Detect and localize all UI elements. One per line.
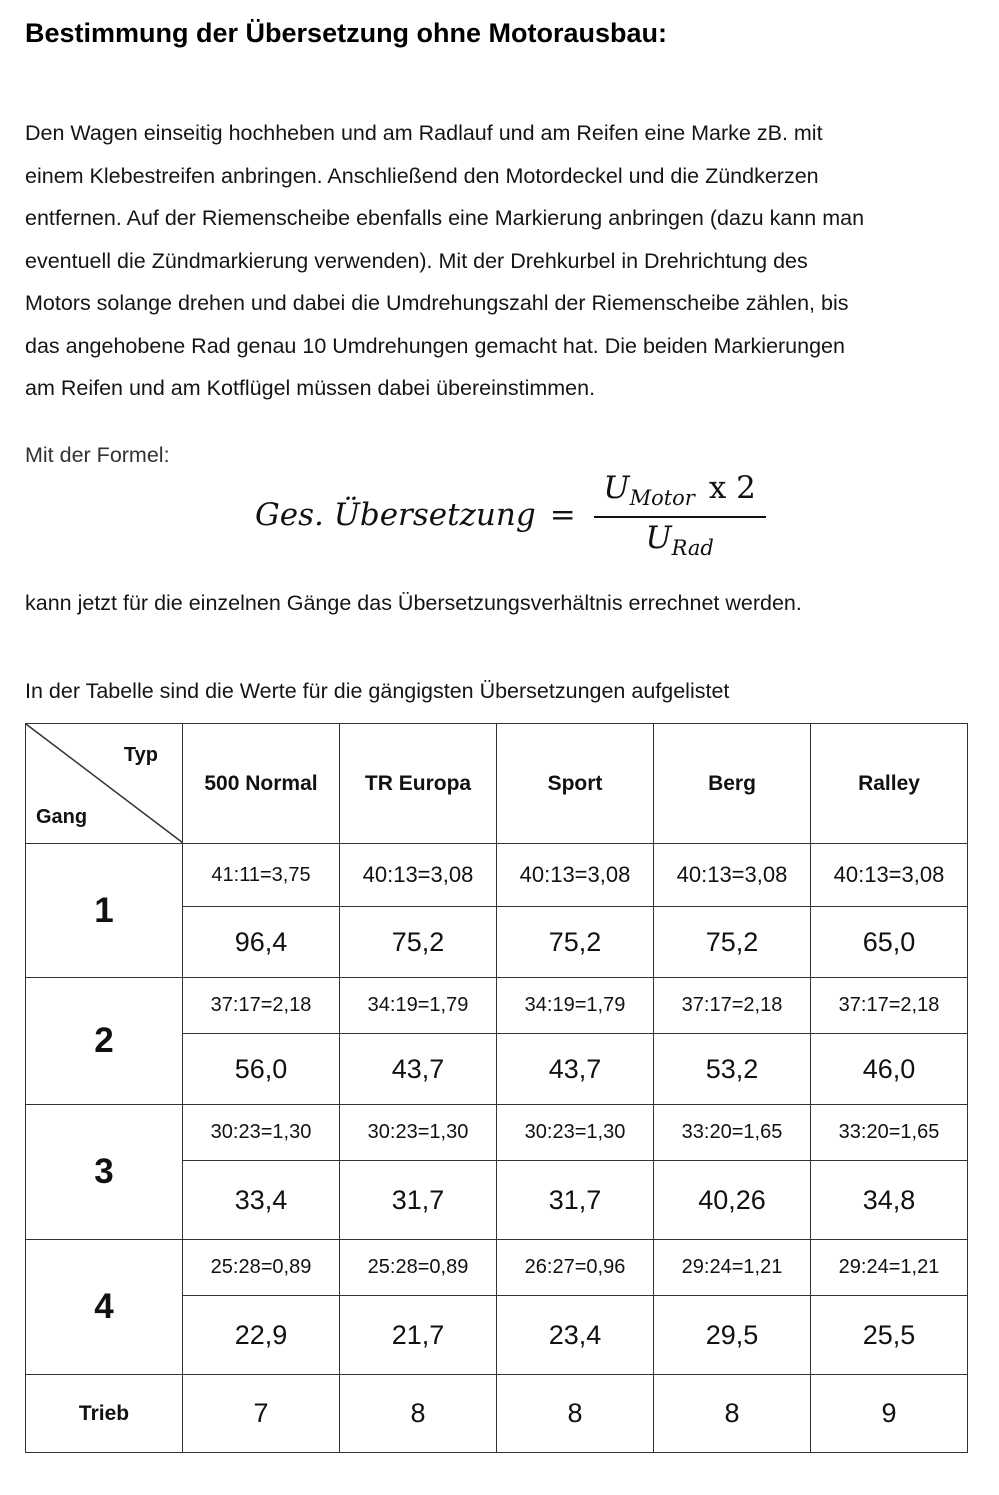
- speed-cell: 75,2: [340, 907, 497, 978]
- ratio-cell: 40:13=3,08: [340, 844, 497, 907]
- paragraph-line: das angehobene Rad genau 10 Umdrehungen gemacht hat. Die beiden Markierungen: [25, 333, 845, 358]
- formula: [255, 470, 766, 560]
- gear-label: 3: [26, 1105, 183, 1240]
- denominator-var: U: [645, 520, 672, 556]
- trieb-cell: 8: [497, 1375, 654, 1453]
- formula-intro: Mit der Formel:: [25, 443, 170, 467]
- ratio-cell: 29:24=1,21: [811, 1240, 968, 1296]
- denominator-sub: Rad: [671, 536, 714, 560]
- paragraph-line: Motors solange drehen und dabei die Umdrehungszahl der Riemenscheibe zählen, bis: [25, 291, 849, 315]
- speed-cell: 43,7: [497, 1034, 654, 1105]
- trieb-label: Trieb: [26, 1375, 183, 1453]
- formula-numerator: [601, 470, 757, 516]
- conclusion-text: kann jetzt für die einzelnen Gänge das Übersetzungsverhältnis errechnet werden.: [25, 591, 802, 615]
- ratio-cell: 29:24=1,21: [654, 1240, 811, 1296]
- speed-cell: 56,0: [183, 1034, 340, 1105]
- table-row: [26, 978, 968, 1034]
- ratio-cell: 40:13=3,08: [497, 844, 654, 907]
- speed-cell: 75,2: [654, 907, 811, 978]
- ratio-cell: 40:13=3,08: [811, 844, 968, 907]
- corner-label-gang: Gang: [36, 806, 88, 828]
- ratio-cell: 40:13=3,08: [654, 844, 811, 907]
- paragraph-line: am Reifen und am Kotflügel müssen dabei übereinstimmen.: [25, 376, 596, 400]
- ratio-cell: 37:17=2,18: [811, 978, 968, 1034]
- formula-denominator: [645, 518, 713, 560]
- speed-cell: 21,7: [340, 1296, 497, 1375]
- speed-cell: 65,0: [811, 907, 968, 978]
- speed-cell: 31,7: [497, 1161, 654, 1240]
- gear-label: 2: [26, 978, 183, 1105]
- column-header: Ralley: [811, 724, 968, 844]
- formula-lhs: Ges. Übersetzung: [255, 497, 536, 533]
- speed-cell: 75,2: [497, 907, 654, 978]
- gear-label: 4: [26, 1240, 183, 1375]
- gear-label: 1: [26, 844, 183, 978]
- ratio-cell: 30:23=1,30: [183, 1105, 340, 1161]
- speed-cell: 34,8: [811, 1161, 968, 1240]
- ratio-cell: 37:17=2,18: [183, 978, 340, 1034]
- ratio-cell: 26:27=0,96: [497, 1240, 654, 1296]
- speed-cell: 23,4: [497, 1296, 654, 1375]
- ratio-cell: 41:11=3,75: [183, 844, 340, 907]
- table-caption: In der Tabelle sind die Werte für die gängigsten Übersetzungen aufgelistet: [25, 679, 730, 703]
- numerator-factor: x 2: [708, 470, 756, 506]
- table-row: [26, 1240, 968, 1296]
- paragraph-line: eventuell die Zündmarkierung verwenden). Mit der Drehkurbel in Drehrichtung des: [25, 248, 808, 273]
- paragraph-line: entfernen. Auf der Riemenscheibe ebenfalls eine Markierung anbringen (dazu kann man: [25, 206, 865, 230]
- speed-cell: 96,4: [183, 907, 340, 978]
- column-header: Berg: [654, 724, 811, 844]
- instructions-paragraph: [25, 112, 990, 410]
- ratio-cell: 33:20=1,65: [654, 1105, 811, 1161]
- speed-cell: 53,2: [654, 1034, 811, 1105]
- ratio-cell: 37:17=2,18: [654, 978, 811, 1034]
- numerator-sub: Motor: [629, 486, 695, 510]
- speed-cell: 43,7: [340, 1034, 497, 1105]
- ratio-cell: 25:28=0,89: [183, 1240, 340, 1296]
- speed-cell: 29,5: [654, 1296, 811, 1375]
- speed-cell: 46,0: [811, 1034, 968, 1105]
- trieb-cell: 8: [654, 1375, 811, 1453]
- paragraph-line: Den Wagen einseitig hochheben und am Radlauf und am Reifen eine Marke zB. mit: [25, 121, 823, 145]
- trieb-cell: 7: [183, 1375, 340, 1453]
- ratio-cell: 34:19=1,79: [340, 978, 497, 1034]
- ratio-cell: 30:23=1,30: [497, 1105, 654, 1161]
- formula-equals: =: [549, 497, 576, 533]
- gear-ratio-table: [25, 723, 968, 1453]
- speed-cell: 25,5: [811, 1296, 968, 1375]
- numerator-var: U: [603, 470, 630, 506]
- speed-cell: 40,26: [654, 1161, 811, 1240]
- trieb-cell: 9: [811, 1375, 968, 1453]
- ratio-cell: 34:19=1,79: [497, 978, 654, 1034]
- ratio-cell: 33:20=1,65: [811, 1105, 968, 1161]
- column-header: TR Europa: [340, 724, 497, 844]
- header-row: [26, 724, 968, 844]
- page-title: Bestimmung der Übersetzung ohne Motorausbau:: [25, 18, 668, 48]
- paragraph-line: einem Klebestreifen anbringen. Anschließend den Motordeckel und die Zündkerzen: [25, 163, 819, 188]
- column-header: 500 Normal: [183, 724, 340, 844]
- table-row: [26, 1105, 968, 1161]
- formula-fraction: [594, 470, 766, 560]
- corner-cell: [26, 724, 183, 844]
- column-header: Sport: [497, 724, 654, 844]
- table-row: [26, 844, 968, 907]
- speed-cell: 22,9: [183, 1296, 340, 1375]
- ratio-cell: 30:23=1,30: [340, 1105, 497, 1161]
- corner-label-typ: Typ: [123, 744, 158, 766]
- ratio-cell: 25:28=0,89: [340, 1240, 497, 1296]
- trieb-row: [26, 1375, 968, 1453]
- speed-cell: 31,7: [340, 1161, 497, 1240]
- speed-cell: 33,4: [183, 1161, 340, 1240]
- trieb-cell: 8: [340, 1375, 497, 1453]
